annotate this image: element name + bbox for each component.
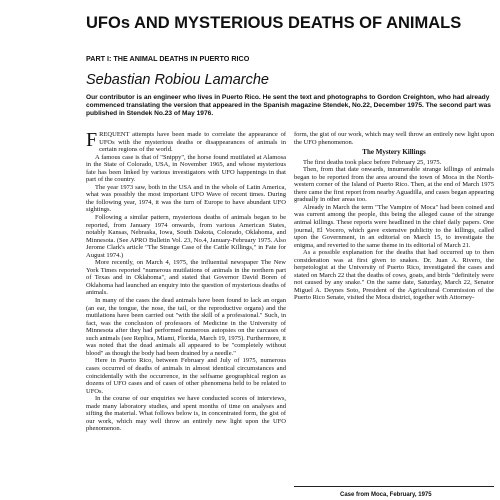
paragraph: The year 1973 saw, both in the USA and in the whole of Latin America, what was possibly the most important UFO Wave of recent times. During the following year, 1974, it was the turn of Europe to have abundant UFO sightings. — [86, 183, 286, 214]
paragraph: Then, from that date onwards, innumerable strange killings of animals began to be reported from the area around the town of Moca in the North-western corner of the Island of Puerto Rico. Then, at the end of March 1975 there came the first report from nearby Aguadilla, and cases began appearing gradually in other areas too. — [294, 166, 494, 204]
article-author: Sebastian Robiou Lamarche — [86, 72, 269, 88]
paragraph: form, the gist of our work, which may well throw an entirely new light upon the UFO phenomenon. — [294, 131, 494, 146]
paragraph: A famous case is that of "Snippy", the horse found mutilated at Alamosa in the State of Colorado, USA, in November 1965, and whose mysterious fate has been linked by various investigators with UFO happenings in that part of the country. — [86, 153, 286, 184]
paragraph: In the course of our enquiries we have conducted scores of interviews, made many laboratory studies, and spent months of time on analyses and sifting the material. What follows below is, in concentrated form, the gist of our work, which may well throw an entirely new light upon the UFO phenomenon. — [86, 395, 286, 433]
paragraph: As a possible explanation for the deaths that had occurred up to then consideration was at first given to snakes. Dr. Juan A. Rivero, the herpetologist at the University of Puerto Rico, investigated the cases and stated on March 22 that the deaths of cows, goats, and birds "definitely were not caused by any snake." On the same date, Saturday, March 22, Senator Miguel A. Deynes Soto, President of the Agricultural Commission of the Puerto Rico Senate, visited the Moca district, together with Attorney- — [294, 249, 494, 302]
section-heading: The Mystery Killings — [362, 148, 426, 157]
article-intro: Our contributor is an engineer who lives in Puerto Rico. He sent the text and photographs to Gordon Creighton, who had already commenced translating the version that appeared in the Spanish magazine Stendek, No.22, December 1975. The second part was published in Stendek No.23 of May 1976. — [86, 94, 491, 118]
photo-top-edge — [294, 486, 494, 487]
paragraph: Following a similar pattern, mysterious deaths of animals began to be reported, from January 1974 onwards, from various American States, notably Kansas, Nebraska, Iowa, South Dakota, Colorado, Oklahoma, and Minnesota. (See APRO Bulletin Vol. 23, No.4, January-February 1975. Also Jerome Clark's article "The Strange Case of the Cattle Killings," in Fate for August 1974.) — [86, 214, 286, 259]
photo-caption: Case from Moca, February, 1975 — [340, 492, 432, 498]
article-subtitle: PART I: THE ANIMAL DEATHS IN PUERTO RICO — [86, 54, 250, 63]
paragraph-text: REQUENT attempts have been made to correlate the appearance of UFOs with the mysterious deaths or disappearances of animals in certain regions of the world. — [99, 131, 286, 154]
paragraph: In many of the cases the dead animals have been found to lack an organ (an ear, the tongue, the nose, the tail, or the reproductive organs) and the mutilations have been carried out "with the skill of a professional." Such, in fact, was the conclusion of professors of Medicine in the University of Minnesota after they had performed numerous autopsies on the carcases of such animals (see Replica, Miami, Florida, March 19, 1975). Furthermore, it was noted that the dead animals all appeared to be "completely without blood" as though the body had been drained by a needle." — [86, 297, 286, 357]
paragraph: More recently, on March 4, 1975, the influential newspaper The New York Times reported "numerous mutilations of animals in the northern part of Texas and in Oklahoma", and stated that Governor David Boren of Oklahoma had launched an enquiry into the question of mysterious deaths of animals. — [86, 259, 286, 297]
drop-cap: F — [86, 131, 98, 151]
paragraph: The first deaths took place before February 25, 1975. — [303, 158, 442, 166]
paragraph: Already in March the term "The Vampire of Moca" had been coined and was current among the people, this being the alleged cause of the strange animal killings. These reports were headlined in the chief daily papers. One journal, El Vocero, which gave extensive publicity to the killings, called upon the Government, in an editorial on March 15, to investigate the enigma, and reverted to the same theme in its editorial of March 21. — [294, 203, 494, 249]
text-column-left — [86, 131, 286, 500]
paragraph — [86, 131, 286, 154]
article-title: UFOs AND MYSTERIOUS DEATHS OF ANIMALS — [86, 14, 462, 32]
text-column-right — [294, 131, 494, 441]
paragraph: Here in Puerto Rico, between February and July of 1975, numerous cases occurred of deaths of animals in almost identical circumstances and coincidentally with the occurrence, in the selfsame geographical region as dozens of UFO cases and of cases of other phenomena held to be related to UFOs. — [86, 357, 286, 395]
